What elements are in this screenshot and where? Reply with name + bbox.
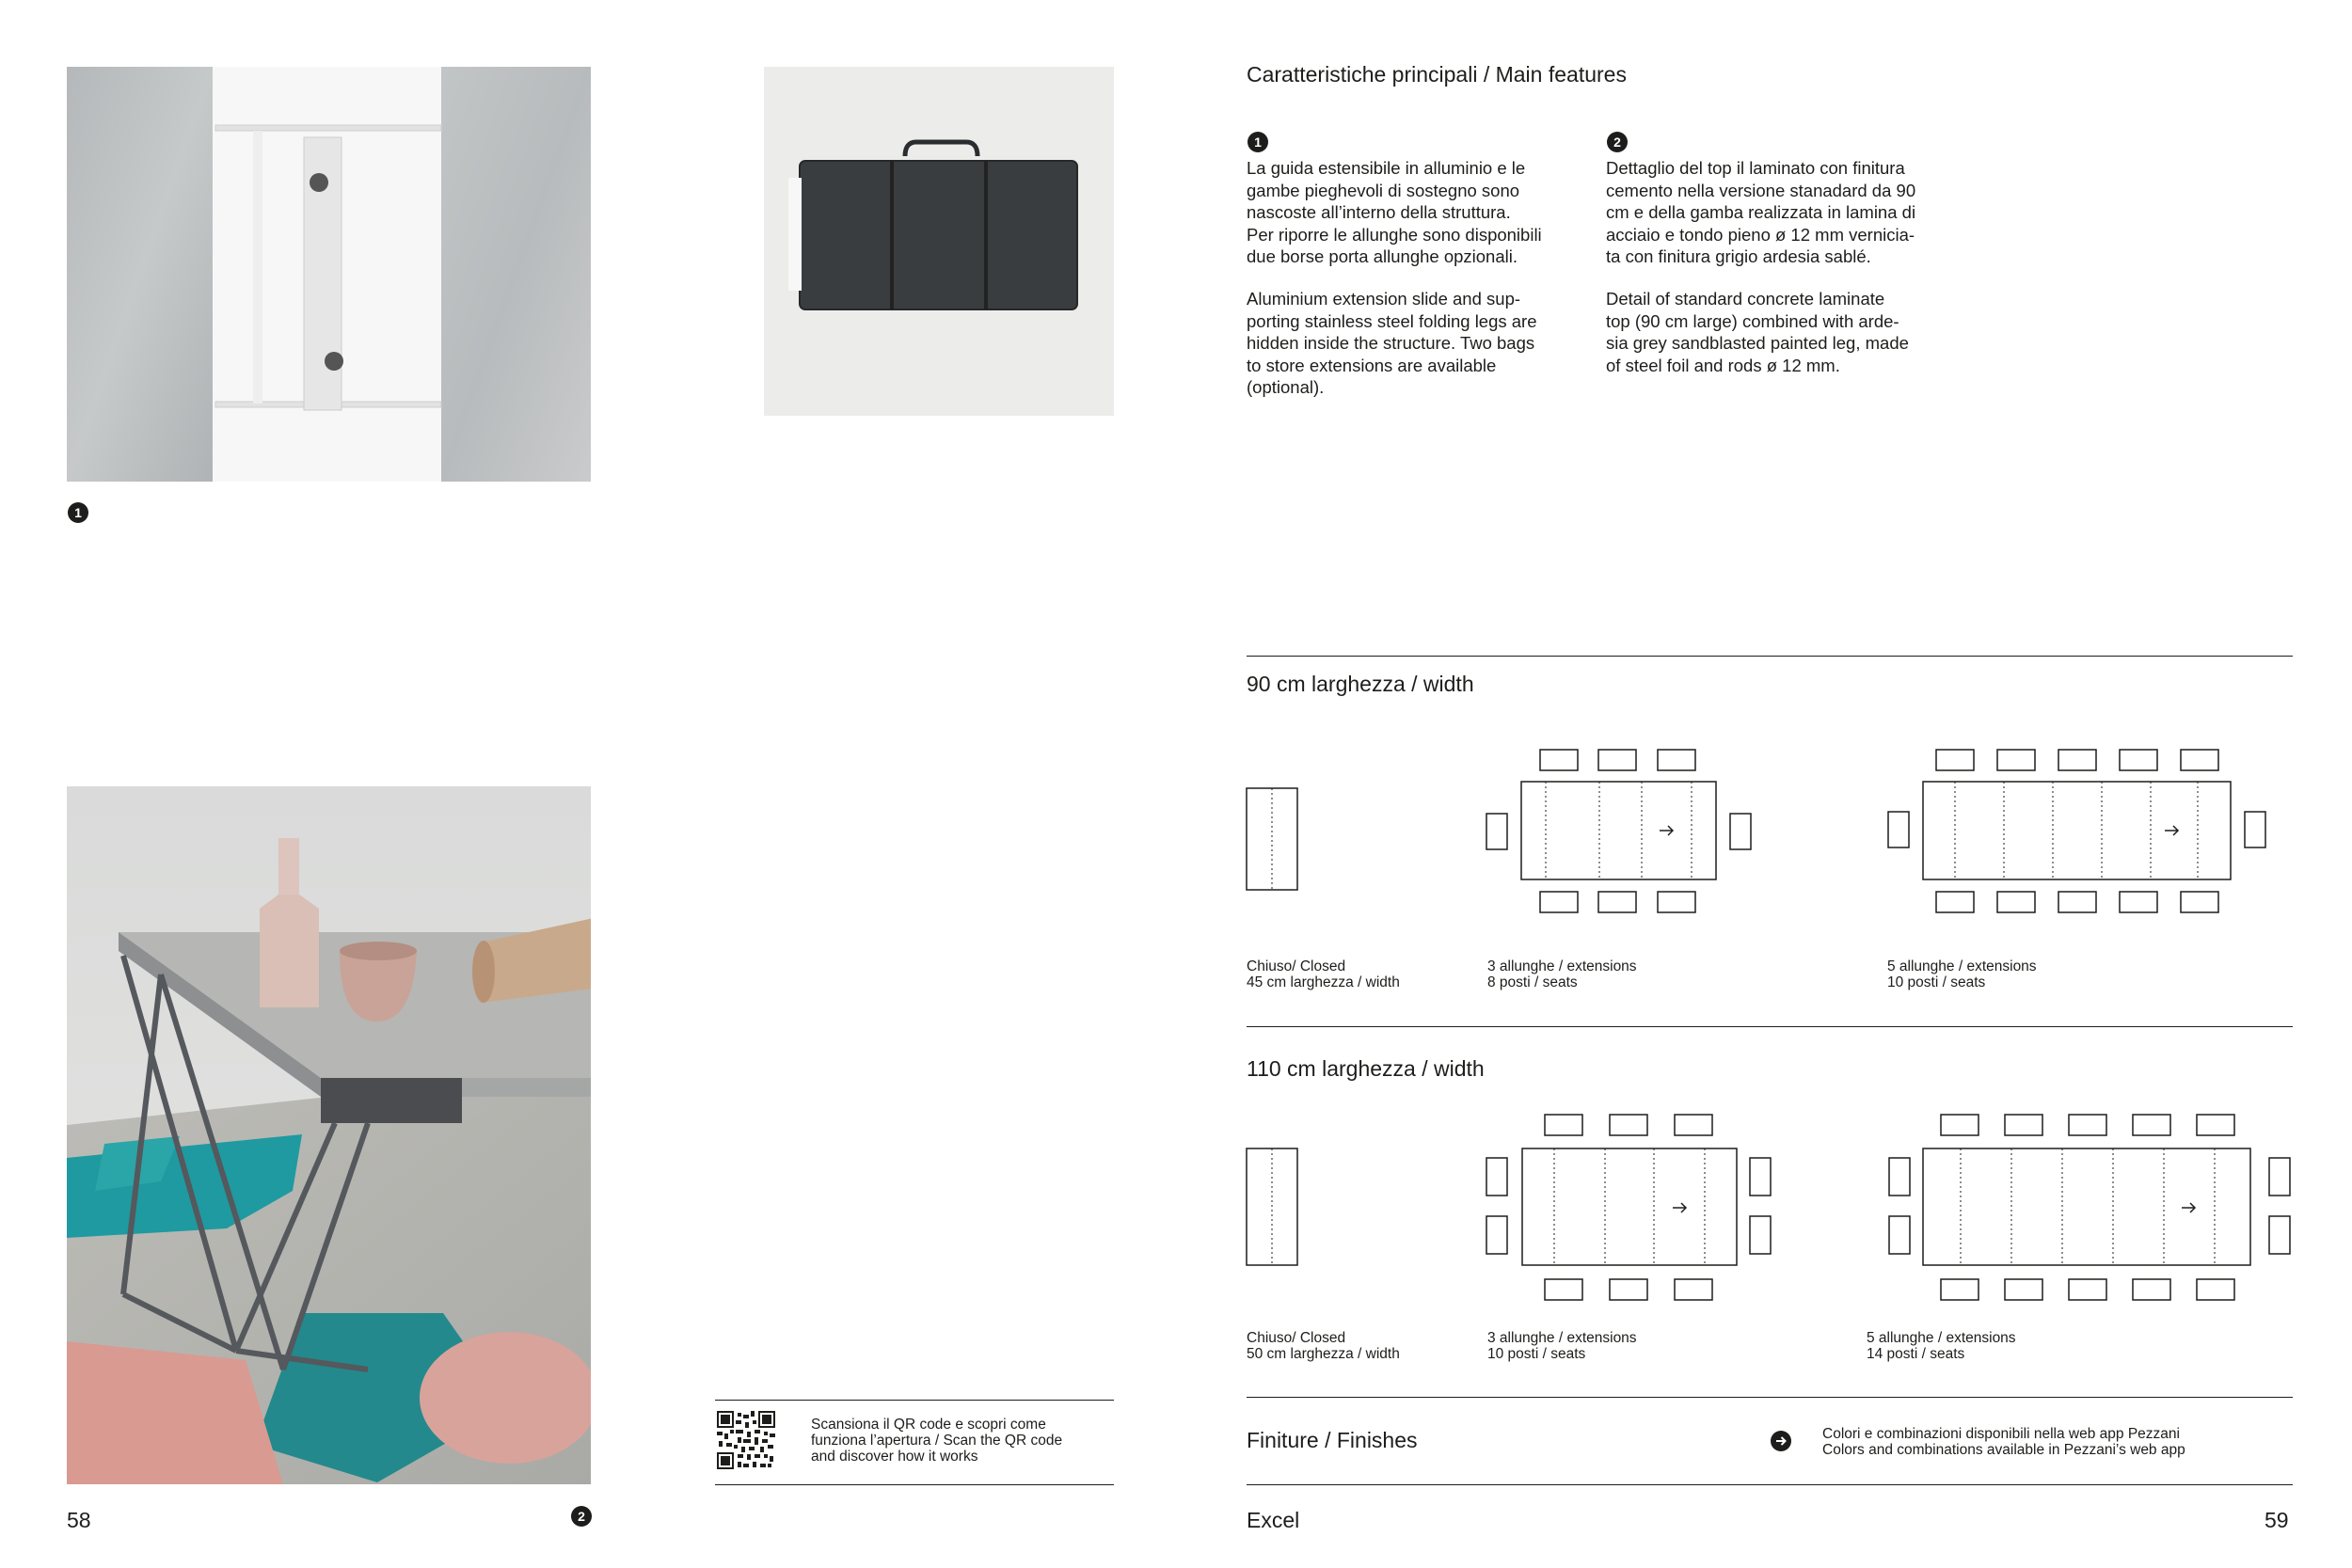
qr-caption: Scansiona il QR code e scopri come funziona l’apertura / Scan the QR code and discover how it works [811,1417,1063,1465]
finishes-top-rule [1247,1397,2293,1398]
arrow-circle-right-icon[interactable] [1771,1431,1791,1451]
photo2-badge: 2 [571,1506,592,1527]
finishes-note[interactable]: Colori e combinazioni disponibili nella web app Pezzani Colors and combinations available in Pezzani’s web app [1822,1426,2185,1458]
feature1-text-en: Aluminium extension slide and sup- porting stainless steel folding legs are hidden inside the structure. Two bags to store extensions are available (optional). [1247,289,1537,397]
photo1-badge: 1 [68,502,88,523]
width110-closed-label: Chiuso/ Closed 50 cm larghezza / width [1247,1330,1400,1362]
width110-ext5-diagram [1889,1115,2290,1300]
right-page-number: 59 [2265,1508,2289,1532]
width90-closed-label: Chiuso/ Closed 45 cm larghezza / width [1247,958,1400,990]
feature1-text-it: La guida estensibile in alluminio e le gambe pieghevoli di sostegno sono nascoste all’interno della struttura. Per riporre le allunghe sono disponibili due borse porta allunghe opzionali. [1247,158,1542,266]
product-name: Excel [1247,1508,1300,1532]
width110-ext5-label: 5 allunghe / extensions 14 posti / seats [1867,1330,2016,1362]
feature2-text-en: Detail of standard concrete laminate top (90 cm large) combined with arde- sia grey sandblasted painted leg, made of steel foil and rods ø 12 mm. [1606,289,1909,375]
finishes-bottom-rule [1247,1484,2293,1485]
finishes-title: Finiture / Finishes [1247,1428,1418,1452]
width90-title: 90 cm larghezza / width [1247,672,1474,696]
feature2-badge: 2 [1607,132,1628,152]
width90-ext5-diagram [1888,750,2265,912]
features-title: Caratteristiche principali / Main features [1247,62,1627,87]
width110-ext3-diagram [1486,1115,1771,1300]
width90-ext5-label: 5 allunghe / extensions 10 posti / seats [1887,958,2037,990]
width90-ext3-diagram [1486,750,1751,912]
width90-closed-diagram [1247,788,1297,890]
width110-top-rule [1247,1026,2293,1027]
width110-title: 110 cm larghezza / width [1247,1056,1485,1081]
left-page-number: 58 [67,1508,91,1532]
width110-ext3-label: 3 allunghe / extensions 10 posti / seats [1487,1330,1637,1362]
width90-ext3-label: 3 allunghe / extensions 8 posti / seats [1487,958,1637,990]
feature1-badge: 1 [1248,132,1268,152]
feature2-text-it: Dettaglio del top il laminato con finitura cemento nella versione stanadard da 90 cm e della gamba realizzata in lamina di acciaio e tondo pieno ø 12 mm vernicia- ta con finitura grigio ardesia sablé. [1606,158,1916,266]
width110-closed-diagram [1247,1148,1297,1265]
